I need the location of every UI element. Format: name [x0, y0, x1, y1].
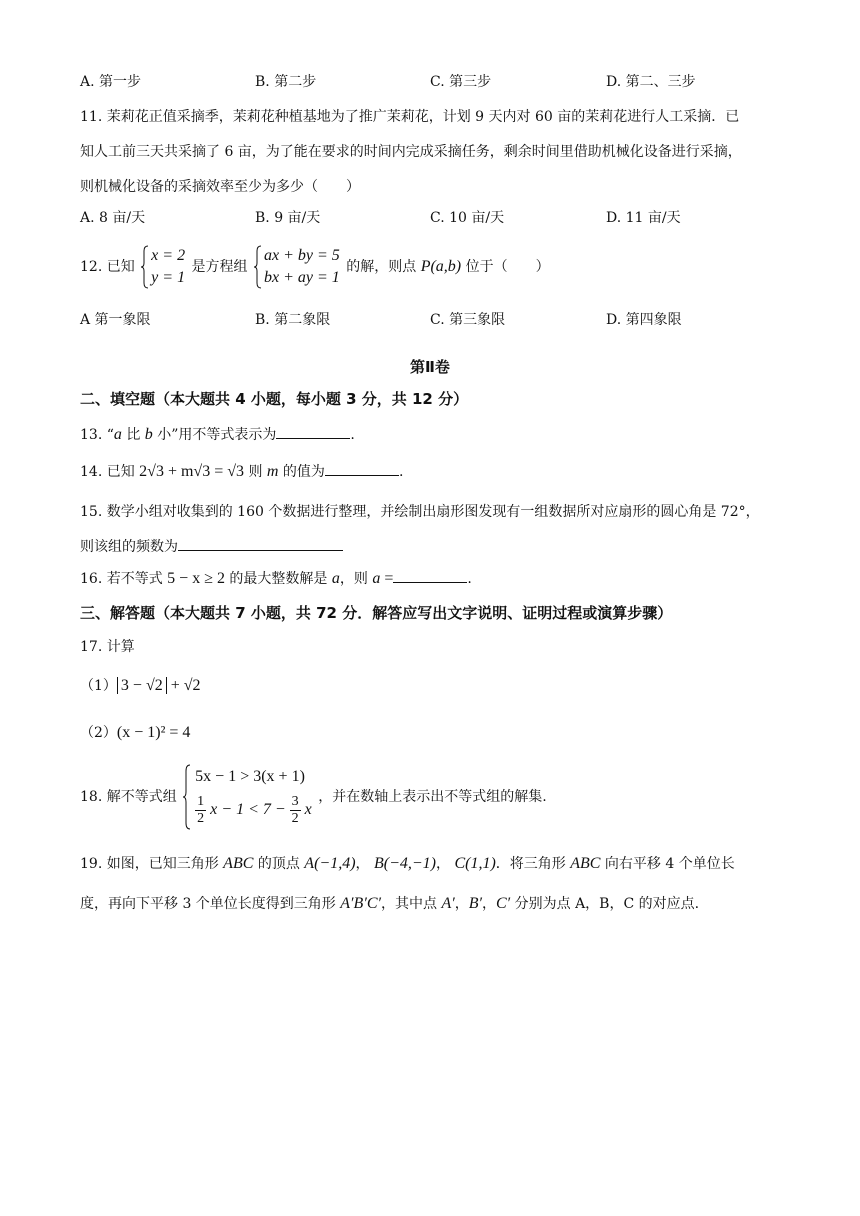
q16-inequality: 5 − x ≥ 2	[167, 570, 225, 587]
q18-row-2-var: x	[304, 801, 312, 818]
q14-question	[80, 461, 780, 482]
q11-line-2: 知人工前三天共采摘了 6 亩，为了能在要求的时间内完成采摘任务，剩余时间里借助机械化设备进行采摘，	[80, 144, 742, 160]
q12-after-text: 的解，则点	[346, 259, 417, 275]
q13-end: .	[350, 427, 355, 443]
fraction-numerator: 3	[291, 793, 299, 809]
q16-question	[80, 568, 780, 589]
q18-question	[80, 762, 780, 832]
q12-prefix: 12. 已知	[80, 259, 135, 275]
left-brace-icon	[183, 764, 191, 830]
q12-mid-text: 是方程组	[191, 259, 248, 275]
q13-mid-2: 小”用不等式表示为	[152, 427, 277, 443]
q17-part-2-expression: (x − 1)² = 4	[116, 724, 191, 741]
q19-line-1: 19. 如图，已知三角形 ABC 的顶点 A(−1,4)， B(−4,−1)， C(1,1)．将三角形 ABC 向右平移 4 个单位长	[80, 855, 735, 872]
q19-triangle-abc-2: ABC	[570, 855, 601, 872]
q14-mid: 则	[244, 464, 267, 480]
q17-part-2	[80, 723, 780, 743]
q11-line-3: 则机械化设备的采摘效率至少为多少（ ）	[80, 179, 360, 195]
q19-text-2: 的顶点	[253, 856, 305, 872]
left-brace-icon	[254, 245, 262, 289]
q15-line-2	[80, 536, 780, 557]
q18-row-1: 5x − 1 > 3(x + 1)	[195, 768, 305, 785]
q16-var-a: a	[331, 570, 340, 587]
q14-answer-blank[interactable]	[325, 461, 399, 476]
q10-option-d: D. 第二、三步	[606, 74, 696, 90]
q17-title: 17. 计算	[80, 639, 135, 655]
q18-fraction-half	[195, 794, 206, 827]
q18-prefix: 18. 解不等式组	[80, 789, 177, 805]
q12-equation-row-1: ax + by = 5	[263, 247, 340, 264]
q11-option-b: B. 9 亩/天	[255, 210, 321, 226]
q11-option-a: A. 8 亩/天	[80, 210, 146, 226]
q10-option-c: C. 第三步	[430, 74, 492, 90]
q13-answer-blank[interactable]	[276, 424, 350, 439]
q16-answer-blank[interactable]	[393, 568, 467, 583]
q13-question	[80, 424, 780, 445]
q13-prefix: 13. “	[80, 427, 114, 443]
q12-option-c: C. 第三象限	[430, 312, 506, 328]
q18-inequality-system	[183, 764, 312, 830]
q12-option-b: B. 第二象限	[255, 312, 331, 328]
q19-text-6: ，其中点	[380, 896, 442, 912]
q19-point-b-prime: B′	[468, 895, 482, 912]
q16-end: .	[467, 571, 472, 587]
q12-option-a: A 第一象限	[80, 312, 151, 328]
q19-point-a: A(−1,4)	[304, 855, 356, 872]
q14-suffix: 的值为	[278, 464, 325, 480]
q19-text-1: 19. 如图，已知三角形	[80, 856, 224, 872]
q17-part-1-label: （1）	[80, 678, 117, 694]
q12-suffix: 位于（ ）	[465, 259, 550, 275]
q15-answer-blank[interactable]	[178, 536, 343, 551]
q17-part-2-label: （2）	[80, 725, 117, 741]
q10-option-b: B. 第二步	[255, 74, 317, 90]
q12-equation-system	[254, 245, 340, 289]
q17-part-1-tail: + √2	[166, 677, 201, 694]
q12-solution-row-1: x = 2	[151, 247, 186, 264]
part-two-heading: 二、填空题（本大题共 4 小题，每小题 3 分，共 12 分）	[80, 390, 469, 408]
fraction-denominator: 2	[291, 810, 299, 826]
q19-text-4: 向右平移 4 个单位长	[600, 856, 735, 872]
q10-option-a: A. 第一步	[80, 74, 142, 90]
section-title: 第Ⅱ卷	[410, 358, 450, 376]
q19-text-7: 分别为点 A，B，C 的对应点.	[510, 896, 700, 912]
q13-var-a: a	[113, 426, 122, 443]
q18-fraction-three-halves	[290, 794, 301, 827]
q12-option-d: D. 第四象限	[606, 312, 682, 328]
q19-line-2: 度，再向下平移 3 个单位长度得到三角形 A′B′C′，其中点 A′，B′，C′ 分别为点 A，B，C 的对应点.	[80, 895, 700, 912]
q12-question	[80, 243, 780, 291]
q19-triangle-image: A′B′C′	[340, 895, 381, 912]
q17-part-1-absolute: 3 − √2	[117, 677, 167, 694]
q12-point: P(a,b)	[420, 258, 462, 275]
q12-solution-system	[141, 245, 185, 289]
q18-suffix: ，并在数轴上表示出不等式组的解集.	[318, 789, 547, 805]
q12-solution-row-2: y = 1	[151, 269, 186, 286]
q19-text-5: 度，再向下平移 3 个单位长度得到三角形	[80, 896, 341, 912]
left-brace-icon	[141, 245, 149, 289]
q19-text-3: ．将三角形	[495, 856, 571, 872]
q15-line-2-text: 则该组的频数为	[80, 539, 178, 555]
q13-var-b: b	[144, 426, 153, 443]
q18-row-2	[195, 790, 312, 830]
q14-end: .	[398, 464, 404, 480]
q16-equals: =	[380, 570, 394, 587]
q13-mid-1: 比	[121, 427, 145, 443]
fraction-numerator: 1	[197, 793, 205, 809]
q19-point-c-prime: C′	[496, 895, 511, 912]
q17-part-1	[80, 676, 780, 696]
fraction-denominator: 2	[197, 810, 205, 826]
q14-var-m: m	[266, 463, 279, 480]
q16-mid-2: ，则	[339, 571, 373, 587]
q19-point-c: C(1,1)	[454, 855, 496, 872]
part-three-heading: 三、解答题（本大题共 7 小题，共 72 分．解答应写出文字说明、证明过程或演算步骤）	[80, 604, 673, 622]
q19-point-b: B(−4,−1)	[373, 855, 437, 872]
q16-prefix: 16. 若不等式	[80, 571, 168, 587]
q11-line-1: 11. 茉莉花正值采摘季，茉莉花种植基地为了推广茉莉花，计划 9 天内对 60 亩的茉莉花进行人工采摘．已	[80, 109, 740, 125]
q14-expression: 2√3 + m√3 = √3	[139, 463, 245, 480]
q19-point-a-prime: A′	[441, 895, 455, 912]
q18-row-2-mid: x − 1 < 7 −	[210, 801, 286, 818]
q15-line-1: 15. 数学小组对收集到的 160 个数据进行整理，并绘制出扇形图发现有一组数据所对应扇形的圆心角是 72°，	[80, 504, 760, 520]
q11-option-c: C. 10 亩/天	[430, 210, 505, 226]
q14-prefix: 14. 已知	[80, 464, 140, 480]
q16-mid: 的最大整数解是	[224, 571, 332, 587]
q12-equation-row-2: bx + ay = 1	[263, 269, 340, 286]
q11-option-d: D. 11 亩/天	[606, 210, 681, 226]
q19-triangle-abc: ABC	[223, 855, 254, 872]
q16-var-a-2: a	[372, 570, 381, 587]
